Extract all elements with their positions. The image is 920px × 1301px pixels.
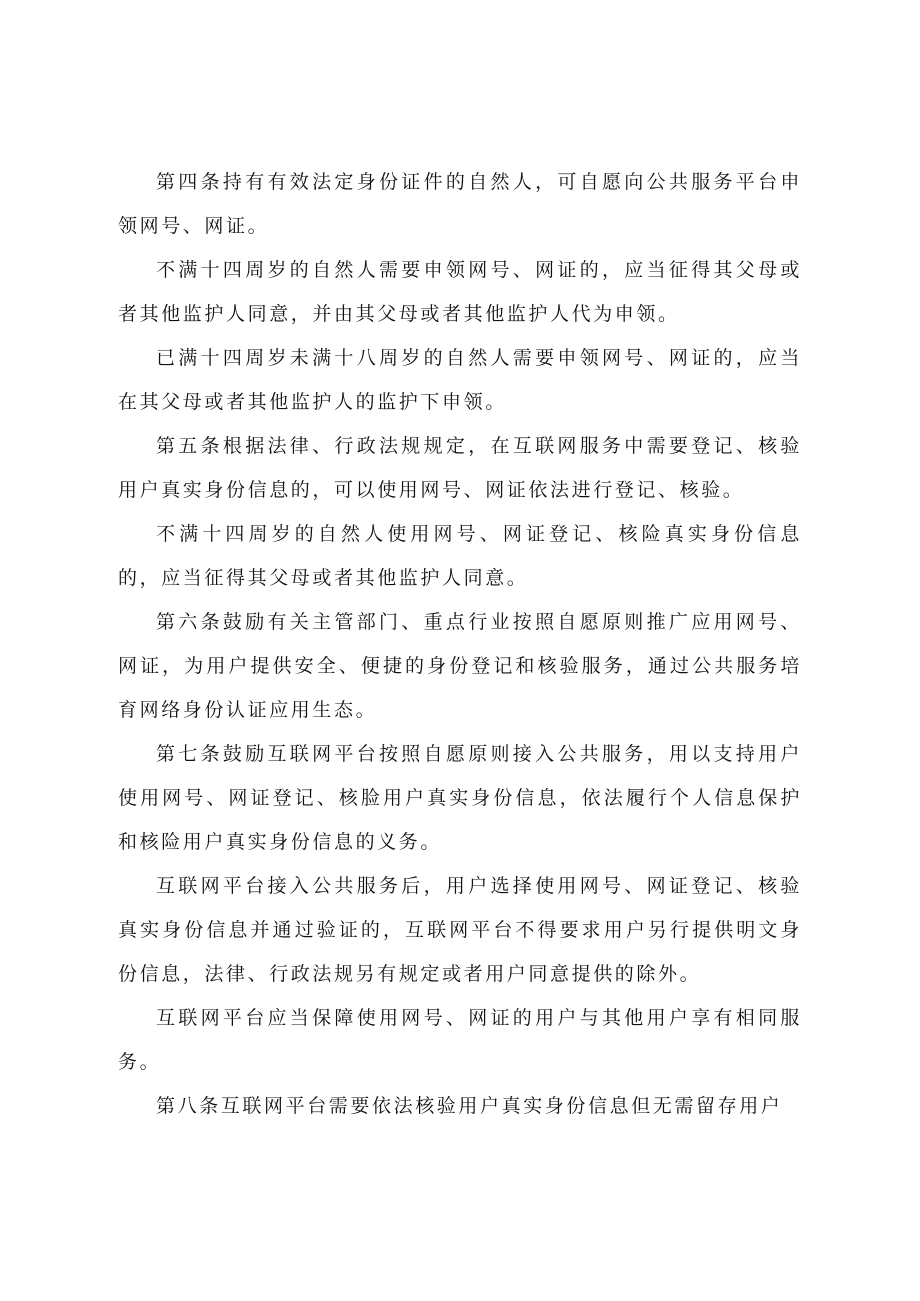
paragraph-platform-access: 互联网平台接入公共服务后，用户选择使用网号、网证登记、核验真实身份信息并通过验证的，互联网平台不得要求用户另行提供明文身份信息，法律、行政法规另有规定或者用户同意提供的除外。 [118,875,802,985]
paragraph-under-14-verify: 不满十四周岁的自然人使用网号、网证登记、核险真实身份信息的，应当征得其父母或者其他监护人同意。 [118,523,802,589]
paragraph-article-4: 第四条持有有效法定身份证件的自然人，可自愿向公共服务平台申领网号、网证。 [118,171,802,237]
paragraph-article-5: 第五条根据法律、行政法规规定，在互联网服务中需要登记、核验用户真实身份信息的，可以使用网号、网证依法进行登记、核验。 [118,435,802,501]
paragraph-platform-equal-service: 互联网平台应当保障使用网号、网证的用户与其他用户享有相同服务。 [118,1007,802,1073]
paragraph-article-6: 第六条鼓励有关主管部门、重点行业按照自愿原则推广应用网号、网证，为用户提供安全、便捷的身份登记和核验服务，通过公共服务培育网络身份认证应用生态。 [118,611,802,721]
paragraph-14-to-18-apply: 已满十四周岁未满十八周岁的自然人需要申领网号、网证的，应当在其父母或者其他监护人的监护下申领。 [118,347,802,413]
document-body [118,160,802,1128]
paragraph-article-8: 第八条互联网平台需要依法核验用户真实身份信息但无需留存用户 [156,1095,783,1117]
paragraph-under-14-apply: 不满十四周岁的自然人需要申领网号、网证的，应当征得其父母或者其他监护人同意，并由其父母或者其他监护人代为申领。 [118,259,802,325]
paragraph-article-7: 第七条鼓励互联网平台按照自愿原则接入公共服务，用以支持用户使用网号、网证登记、核脸用户真实身份信息，依法履行个人信息保护和核险用户真实身份信息的义务。 [118,743,802,853]
